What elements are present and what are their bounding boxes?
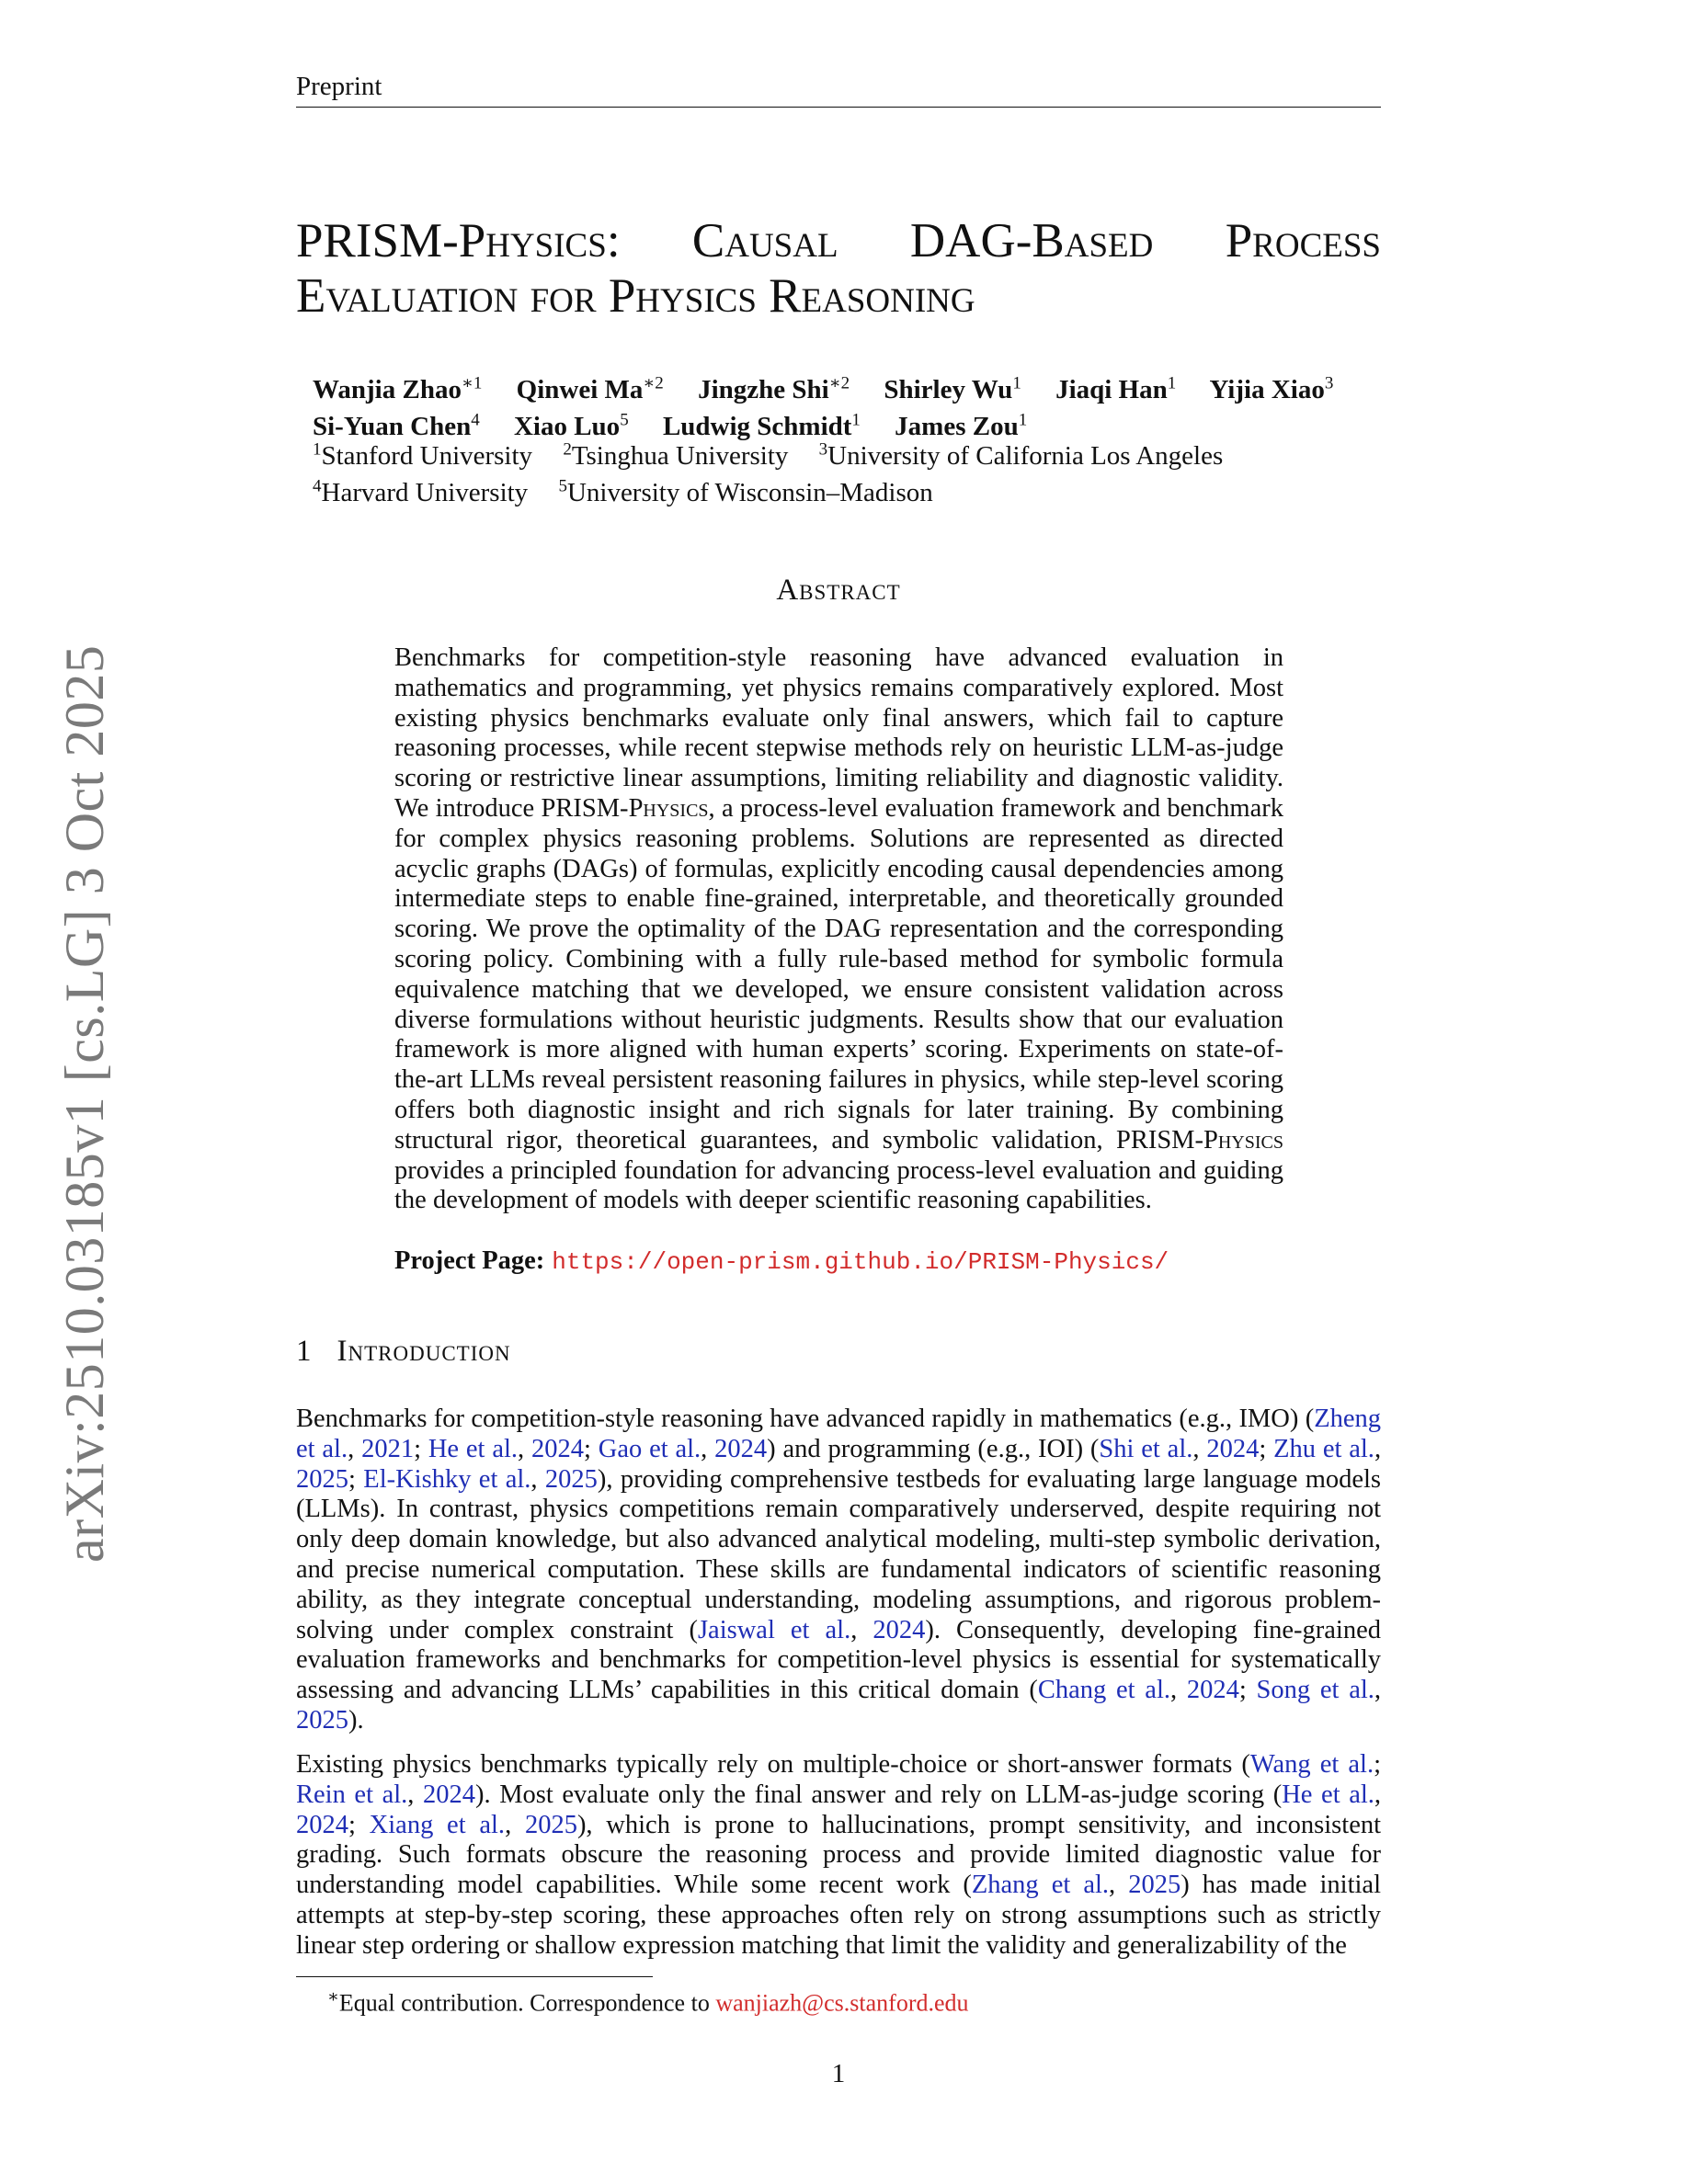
citation-link[interactable]: Zheng et al. [296, 1405, 1381, 1463]
author: Ludwig Schmidt$^1$ [662, 410, 861, 442]
paragraph-text: ) has made initial attempts at step-by-step scoring, these approaches often rely on strong assumptions such as strictly linear step ordering or shallow expression matching that limit the validity and generalizability of the [296, 1871, 1381, 1960]
author: Qinwei $Ma^{∗2}$ [516, 373, 664, 404]
footnote-mark: ∗ [327, 1987, 339, 2007]
author-affiliation-mark: 5 [620, 410, 629, 430]
paragraph-text: , [701, 1434, 715, 1463]
author: James Zou$^1$ [895, 410, 1028, 442]
author: Jiaqi Han$^1$ [1055, 373, 1177, 404]
citation-link[interactable]: 2024 [296, 1810, 348, 1839]
footnote [327, 1984, 1375, 2018]
affiliation-mark: 4 [313, 476, 322, 496]
citation-link[interactable]: Song et al. [1256, 1676, 1374, 1705]
paragraph-text: ; [348, 1464, 364, 1494]
paragraph-text: Benchmarks for competition-style reasoning have advanced rapidly in mathematics (e.g., IMO) ( [296, 1405, 1315, 1433]
author: Shirley Wu$^1$ [884, 373, 1021, 404]
section-title: Introduction [336, 1335, 511, 1368]
author-affiliation-mark: 1 [1167, 373, 1177, 392]
abstract-name-sc-2: Physics [1203, 1125, 1283, 1155]
title-segment: Process [1225, 214, 1382, 267]
affiliation: $^1$Stanford University [313, 439, 533, 471]
author: Yijia Xiao$^3$ [1209, 373, 1334, 404]
affiliation-mark: 3 [818, 439, 828, 459]
citation-link[interactable]: 2025 [296, 1464, 348, 1494]
citation-link[interactable]: Xiang et al. [369, 1810, 506, 1839]
affiliation-list [313, 434, 1379, 508]
abstract-body [394, 643, 1283, 1216]
citation-link[interactable]: Chang et al. [1037, 1676, 1170, 1705]
header-rule [296, 107, 1381, 108]
title-segment: : [606, 214, 692, 267]
title-segment: Causal [691, 214, 838, 267]
affiliation: $^4$Harvard University [313, 476, 529, 508]
paragraph-text: , [530, 1464, 545, 1494]
citation-link[interactable]: He et al. [428, 1434, 519, 1463]
paragraph-text: ). Most evaluate only the final answer and rely on LLM-as-judge scoring ( [475, 1780, 1283, 1809]
author: Si-Yuan Chen$^4$ [313, 410, 480, 442]
running-header: Preprint [296, 72, 382, 101]
author-affiliation-mark: ∗2 [643, 373, 664, 392]
paragraph-text: , [1374, 1676, 1382, 1705]
abstract-name-sc: Physics [628, 793, 709, 823]
paragraph-text: ; [348, 1810, 370, 1839]
author: Xiao Luo$^5$ [513, 410, 629, 442]
paper-title-line-1 [296, 213, 1381, 268]
title-segment: PRISM- [296, 214, 459, 267]
paragraph-text: , [1192, 1434, 1207, 1463]
citation-link[interactable]: 2025 [544, 1464, 598, 1494]
citation-link[interactable]: 2024 [714, 1434, 768, 1463]
affiliation-mark: 5 [558, 476, 567, 496]
paragraph-text: ). [348, 1705, 364, 1735]
citation-link[interactable]: 2024 [530, 1434, 584, 1463]
footnote-rule [296, 1976, 653, 1977]
abstract-name-prefix: PRISM- [541, 793, 629, 823]
paragraph-text: , [1109, 1871, 1129, 1900]
paragraph-text: Existing physics benchmarks typically rely on multiple-choice or short-answer formats ( [296, 1750, 1250, 1779]
citation-link[interactable]: Wang et al. [1249, 1750, 1374, 1779]
author-affiliation-mark: ∗2 [828, 373, 850, 392]
author-affiliation-mark: 1 [1018, 410, 1028, 430]
citation-link[interactable]: 2024 [423, 1780, 475, 1809]
paragraph-text: , [1170, 1676, 1187, 1705]
abstract-text-2: , a process-level evaluation framework and benchmark for complex physics reasoning problems. Solutions are represented as directed acyclic graphs (DAGs) of formulas, explicitly encoding causal dependencies among intermediate steps to enable fine-grained, interpretable, and theoretically grounded scoring. We prove the optimality of the DAG representation and the corresponding scoring policy. Combining with a fully rule-based method for symbolic formula equivalence matching that we developed, we ensure consistent validation across diverse formulations without heuristic judgments. Results show that our evaluation framework is more aligned with human experts’ scoring. Experiments on state-of-the-art LLMs reveal persistent reasoning failures in physics, while step-level scoring offers both diagnostic insight and rich signals for later training. By combining structural rigor, theoretical guarantees, and symbolic validation, [394, 793, 1283, 1155]
title-segment [1153, 214, 1225, 267]
abstract-name-prefix-2: PRISM- [1115, 1125, 1204, 1155]
affiliation-mark: 2 [563, 439, 572, 459]
project-page-label: Project Page: [394, 1246, 545, 1275]
paragraph-text: , [1374, 1780, 1382, 1809]
citation-link[interactable]: 2025 [296, 1705, 348, 1735]
paper-title-line-2-text: Evaluation for Physics Reasoning [296, 269, 975, 323]
author-affiliation-mark: 4 [471, 410, 480, 430]
citation-link[interactable]: Rein et al. [296, 1780, 408, 1809]
paragraph-text: ; [1259, 1434, 1274, 1463]
citation-link[interactable]: 2021 [361, 1434, 415, 1463]
citation-link[interactable]: Jaiswal et al. [697, 1615, 851, 1644]
citation-link[interactable]: 2024 [1186, 1676, 1239, 1705]
paragraph-text: , [1374, 1434, 1382, 1463]
citation-link[interactable]: El-Kishky et al. [363, 1464, 531, 1494]
author: Jingzhe Shi$^{∗2}$ [698, 373, 850, 404]
author-affiliation-mark: 1 [851, 410, 861, 430]
arxiv-identifier: arXiv:2510.03185v1 [cs.LG] 3 Oct 2025 [54, 644, 115, 1563]
paragraph-text: ; [414, 1434, 428, 1463]
citation-link[interactable]: 2025 [524, 1810, 577, 1839]
footnote-text: Equal contribution. Correspondence to [338, 1989, 716, 2017]
paragraph-text: ; [1374, 1750, 1382, 1779]
paragraph-text: , [505, 1810, 525, 1839]
author-affiliation-mark: 3 [1324, 373, 1334, 392]
affiliation: $^5$University of Wisconsin–Madison [558, 476, 933, 508]
citation-link[interactable]: Gao et al. [598, 1434, 701, 1463]
paragraph-text: ) and programming (e.g., IOI) ( [767, 1434, 1100, 1463]
author-affiliation-mark: 1 [1012, 373, 1021, 392]
project-page-line [394, 1246, 1283, 1278]
citation-link[interactable]: 2025 [1128, 1871, 1181, 1900]
paragraph-text: ), which is prone to hallucinations, prompt sensitivity, and inconsistent grading. Such formats obscure the reasoning process and provide limited diagnostic value for understanding model capabilities. While some recent work ( [296, 1810, 1382, 1900]
abstract-heading: Abstract [776, 574, 901, 607]
author-affiliation-mark: ∗1 [461, 373, 483, 392]
abstract-text-1: Benchmarks for competition-style reasoning have advanced evaluation in mathematics and programming, yet physics remains comparatively explored. Most existing physics benchmarks evaluate only final answers, which fail to capture reasoning processes, while recent stepwise methods rely on heuristic LLM-as-judge scoring or restrictive linear assumptions, limiting reliability and diagnostic validity. We introduce [394, 643, 1283, 823]
paragraph-text: , [348, 1434, 362, 1463]
citation-link[interactable]: Zhang et al. [971, 1871, 1110, 1900]
author-list [313, 368, 1379, 442]
project-page-link[interactable]: https://open-prism.github.io/PRISM-Physics/ [552, 1248, 1169, 1276]
intro-paragraph-2 [296, 1750, 1381, 1962]
author: Wanjia Zhao$^{∗1}$ [313, 373, 483, 404]
page-number: 1 [831, 2059, 846, 2088]
paper-title-line-2 [296, 268, 1381, 324]
title-segment: Based [1032, 214, 1154, 267]
paragraph-text: ; [1238, 1676, 1257, 1705]
affiliation: $^3$University of California Los Angeles [818, 439, 1224, 471]
citation-link[interactable]: 2024 [1206, 1434, 1260, 1463]
citation-link[interactable]: 2024 [873, 1615, 926, 1644]
citation-link[interactable]: Zhu et al. [1273, 1434, 1374, 1463]
abstract-text-3: provides a principled foundation for advancing process-level evaluation and guiding the development of models with deeper scientific reasoning capabilities. [394, 1155, 1283, 1215]
affiliation: $^2$Tsinghua University [563, 439, 789, 471]
section-heading-introduction [296, 1335, 1123, 1369]
correspondence-email-link[interactable]: wanjiazh@cs.stanford.edu [715, 1989, 969, 2017]
paragraph-text: , [850, 1615, 873, 1644]
paragraph-text: ). Consequently, developing fine-grained evaluation frameworks and benchmarks for competition-level physics is essential for systematically assessing and advancing LLMs’ capabilities in this critical domain ( [296, 1615, 1381, 1705]
paragraph-text: , [407, 1780, 423, 1809]
citation-link[interactable]: Shi et al. [1099, 1434, 1193, 1463]
section-number: 1 [296, 1335, 312, 1368]
paragraph-text: , [518, 1434, 531, 1463]
paragraph-text: ; [583, 1434, 599, 1463]
paragraph-text: ), providing comprehensive testbeds for evaluating large language models (LLMs). In contrast, physics competitions remain comparatively underserved, despite requiring not only deep domain knowledge, but also advanced analytical modeling, multi-step symbolic derivation, and precise numerical computation. These skills are fundamental indicators of scientific reasoning ability, as they integrate conceptual understanding, modeling assumptions, and rigorous problem-solving under complex constraint ( [296, 1464, 1382, 1644]
affiliation-mark: 1 [313, 439, 322, 459]
intro-paragraph-1 [296, 1405, 1381, 1736]
title-segment: Physics [458, 214, 607, 267]
title-segment: DAG- [838, 214, 1032, 267]
citation-link[interactable]: He et al. [1282, 1780, 1374, 1809]
